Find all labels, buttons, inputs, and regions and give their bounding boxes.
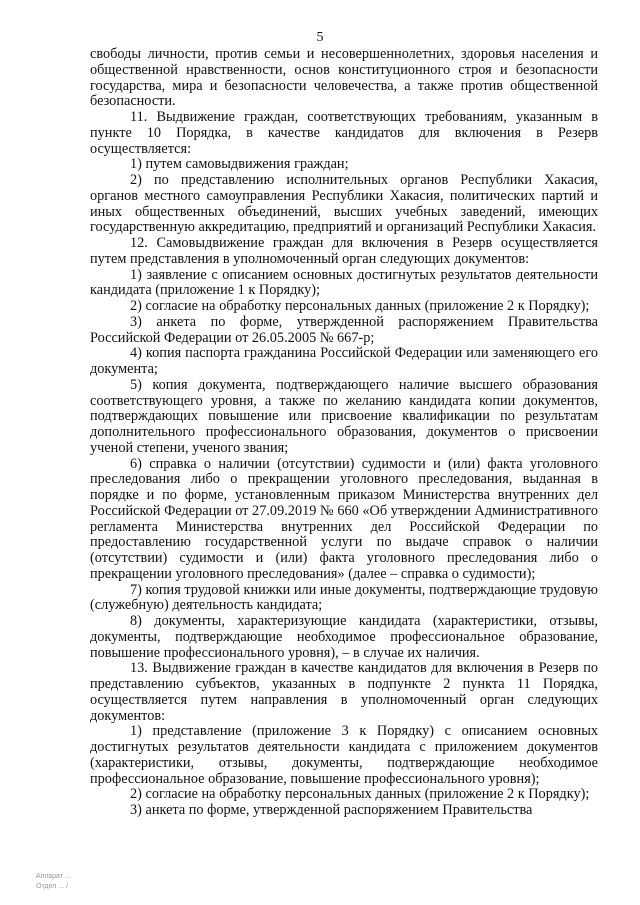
paragraph-12-item-2: 2) согласие на обработку персональных данных (приложение 2 к Порядку); <box>130 298 590 314</box>
paragraph-13-item-1: 1) представление (приложение 3 к Порядку) с описанием основных достигнутых результатов деятельности кандидата с приложением документов (характеристики, отзывы, документы, подтверждающие необходимое профессиональное образование, повышение профессионального уровня); <box>90 723 598 787</box>
document-body <box>90 47 598 819</box>
paragraph-12-item-8: 8) документы, характеризующие кандидата (характеристики, отзывы, документы, подтверждающие необходимое профессиональное образование, повышение профессионального уровня), – в случае их наличия. <box>90 613 598 661</box>
paragraph-12-item-5: 5) копия документа, подтверждающего наличие высшего образования соответствующего уровня, а также по желанию кандидата копии документов, подтверждающих повышение или присвоение квалификации по результатам дополнительного профессионального образования, документов о присвоении ученой степени, ученого звания; <box>90 376 598 456</box>
paragraph-11-item-1: 1) путем самовыдвижения граждан; <box>130 156 349 173</box>
paragraph-12-item-7: 7) копия трудовой книжки или иные документы, подтверждающие трудовую (служебную) деятельность кандидата; <box>90 581 598 614</box>
footer-line-2: Отдел ... / <box>36 883 68 890</box>
paragraph-12-item-4: 4) копия паспорта гражданина Российской Федерации или заменяющего его документа; <box>90 345 598 377</box>
page-number: 5 <box>316 30 324 45</box>
paragraph-12-item-3: 3) анкета по форме, утвержденной распоряжением Правительства Российской Федерации от 26.05.2005 № 667-р; <box>90 313 598 346</box>
paragraph-13-item-3: 3) анкета по форме, утвержденной распоряжением Правительства <box>130 802 533 818</box>
footer-line-1: Аппарат ... <box>36 873 71 880</box>
paragraph-continuation: свободы личности, против семьи и несовершеннолетних, здоровья населения и общественной нравственности, основ конституционного строя и безопасности государства, мира и безопасности человечества, а также против общественной безопасности. <box>90 46 598 110</box>
paragraph-12-item-1: 1) заявление с описанием основных достигнутых результатов деятельности кандидата (приложение 1 к Порядку); <box>90 266 598 299</box>
footer-stamp <box>36 872 71 892</box>
paragraph-11-item-2: 2) по представлению исполнительных органов Республики Хакасия, органов местного самоуправления Республики Хакасия, политических партий и иных общественных объединений, высших учебных заведений, имеющих государственную аккредитацию, предприятий и организаций Республики Хакасия. <box>90 172 598 236</box>
paragraph-12-item-6: 6) справка о наличии (отсутствии) судимости и (или) факта уголовного преследования либо о прекращении уголовного преследования, выданная в порядке и по форме, установленным приказом Министерства внутренних дел Российской Федерации от 27.09.2019 № 660 «Об утверждении Административного регламента Министерства внутренних дел Российской Федерации по предоставлению государственной услуги по выдаче справок о наличии (отсутствии) судимости и (или) факта уголовного преследования либо о прекращении уголовного преследования» (далее – справка о судимости); <box>90 455 598 582</box>
paragraph-13-item-2: 2) согласие на обработку персональных данных (приложение 2 к Порядку); <box>130 786 590 803</box>
paragraph-13: 13. Выдвижение граждан в качестве кандидатов для включения в Резерв по представлению субъектов, указанных в подпункте 2 пункта 11 Порядка, осуществляется путем направления в уполномоченный орган следующих документов: <box>90 660 598 724</box>
paragraph-12: 12. Самовыдвижение граждан для включения в Резерв осуществляется путем представления в уполномоченный орган следующих документов: <box>90 235 598 267</box>
paragraph-11: 11. Выдвижение граждан, соответствующих требованиям, указанным в пункте 10 Порядка, в качестве кандидатов для включения в Резерв осуществляется: <box>90 109 598 157</box>
